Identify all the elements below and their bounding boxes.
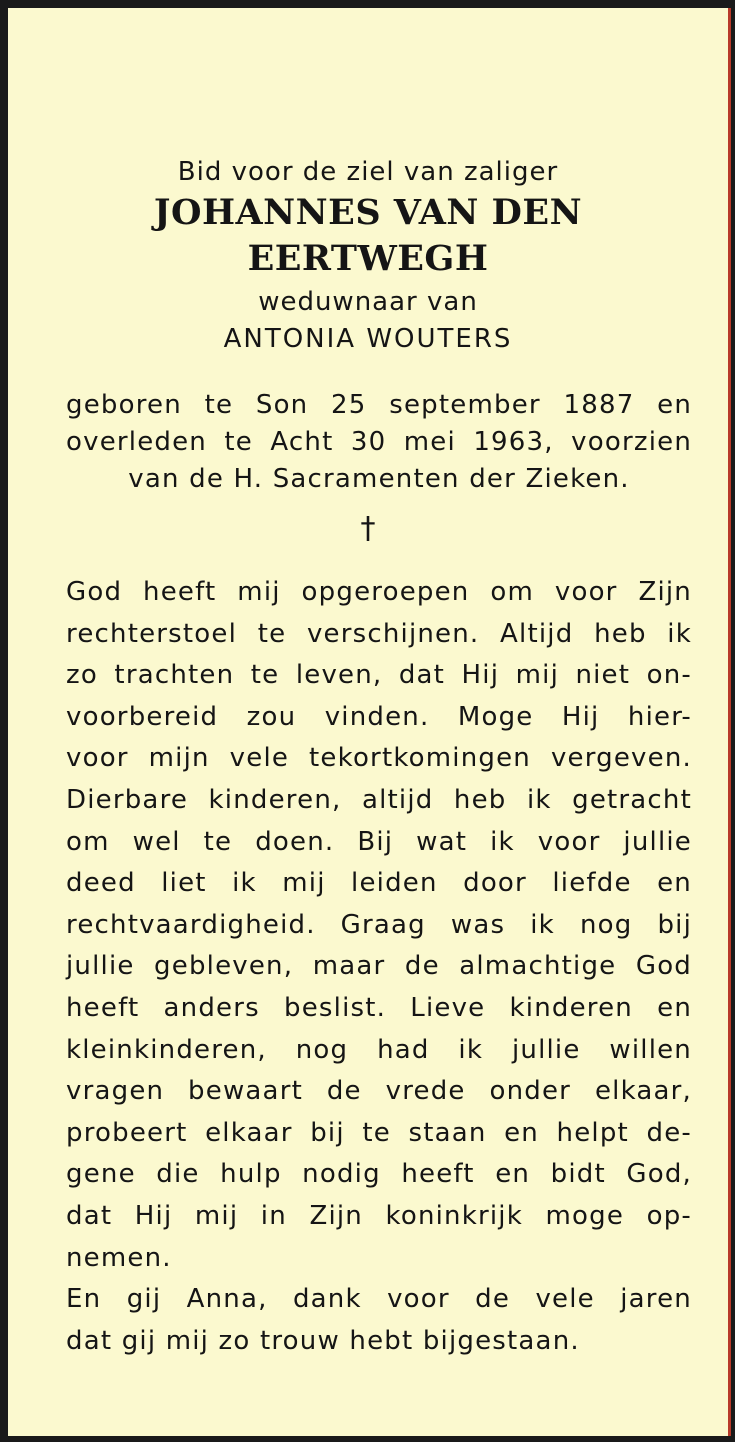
message-line: voor mijn vele tekortkomingen vergeven. — [66, 743, 692, 774]
cross-icon: † — [360, 511, 376, 546]
widower-of-label: weduwnaar van — [258, 287, 478, 317]
message-line: jullie gebleven, maar de almachtige God — [66, 951, 692, 982]
dates-line: geboren te Son 25 september 1887 en — [66, 390, 692, 420]
message-line: gene die hulp nodig heeft en bidt God, — [66, 1159, 692, 1190]
prayer-intro: Bid voor de ziel van zaliger — [177, 157, 559, 187]
message-line: rechtvaardigheid. Graag was ik nog bij — [66, 909, 692, 940]
message-line: rechterstoel te verschijnen. Altijd heb ik — [66, 618, 692, 649]
message-line: Dierbare kinderen, altijd heb ik getracht — [66, 784, 692, 815]
message-line: dat gij mij zo trouw hebt bijgestaan. — [66, 1325, 580, 1356]
deceased-name-line-1: JOHANNES VAN DEN — [153, 192, 583, 233]
message-line: dat Hij mij in Zijn koninkrijk moge op- — [66, 1200, 692, 1231]
message-line: nemen. — [66, 1242, 172, 1273]
message-line: zo trachten te leven, dat Hij mij niet on- — [66, 660, 692, 691]
message-line: kleinkinderen, nog had ik jullie willen — [66, 1034, 692, 1065]
birth-death-dates — [66, 387, 692, 498]
message-line: En gij Anna, dank voor de vele jaren — [66, 1284, 692, 1315]
message-line: voorbereid zou vinden. Moge Hij hier- — [66, 701, 692, 732]
message-line: probeert elkaar bij te staan en helpt de- — [66, 1117, 692, 1148]
message-line: om wel te doen. Bij wat ik voor jullie — [66, 826, 692, 857]
card-header — [8, 154, 728, 358]
message-line: God heeft mij opgeroepen om voor Zijn — [66, 577, 692, 607]
message-line: deed liet ik mij leiden door liefde en — [66, 868, 692, 899]
spouse-name: ANTONIA WOUTERS — [223, 324, 513, 354]
memorial-card — [8, 8, 731, 1436]
dates-line: overleden te Acht 30 mei 1963, voorzien — [66, 427, 692, 457]
dates-line: van de H. Sacramenten der Zieken. — [128, 464, 630, 494]
message-line: heeft anders beslist. Lieve kinderen en — [66, 992, 692, 1023]
farewell-message — [66, 572, 692, 1362]
message-line: vragen bewaart de vrede onder elkaar, — [66, 1076, 692, 1107]
deceased-name-line-2: EERTWEGH — [247, 238, 489, 279]
